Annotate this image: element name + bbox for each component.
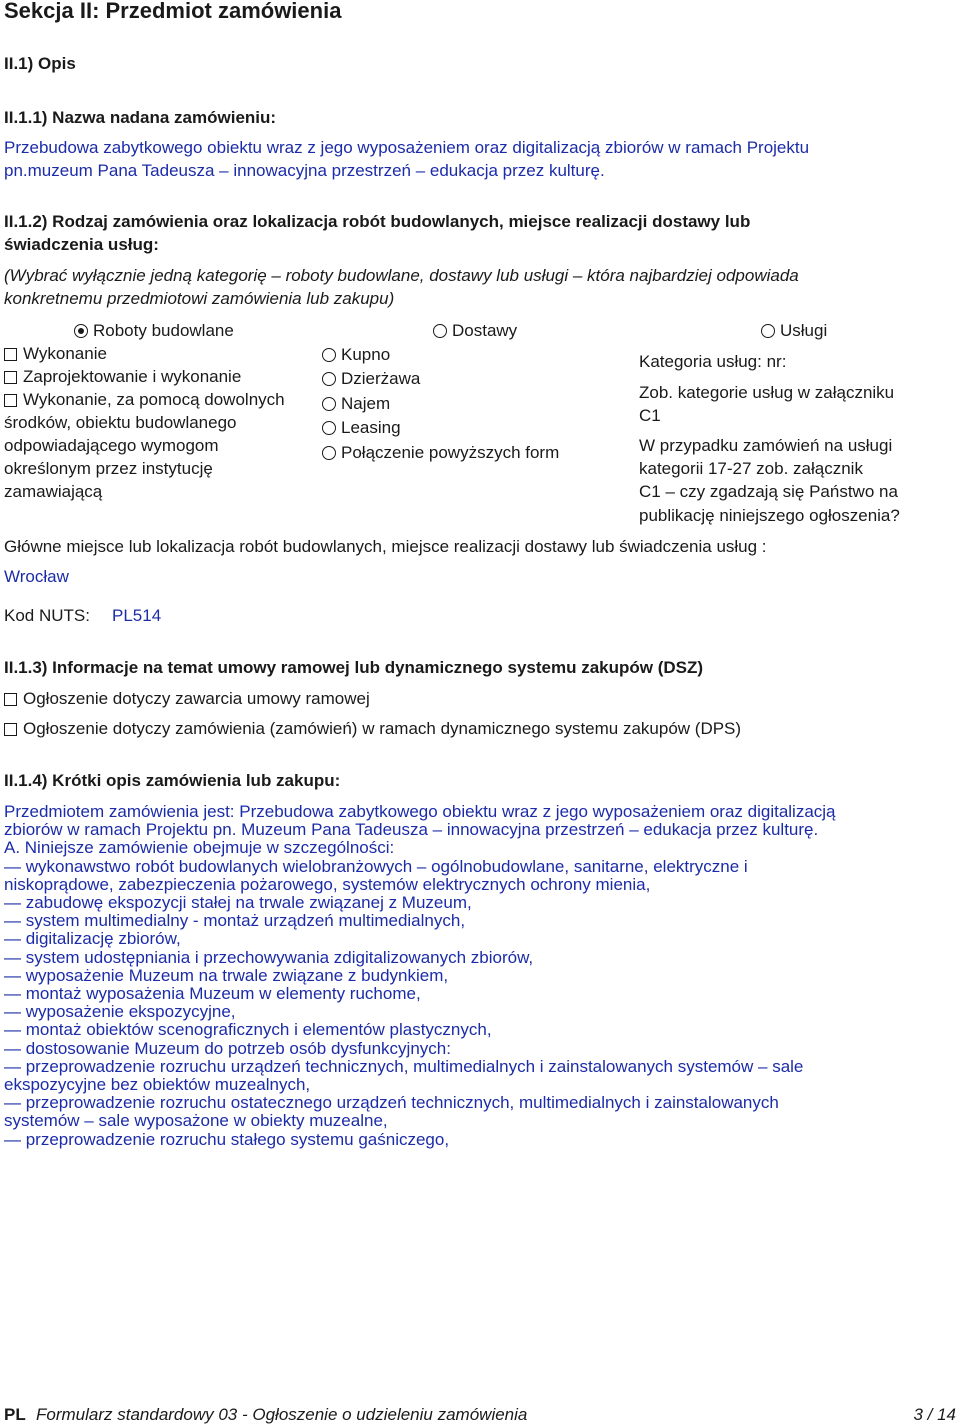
description-line: — system udostępniania i przechowywania zdigitalizowanych zbiorów, [4,947,534,967]
description-line: — przeprowadzenie rozruchu stałego systemu gaśniczego, [4,1129,450,1149]
services-note: Zob. kategorie usług w załączniku [639,383,895,402]
checkbox-icon[interactable] [4,693,17,706]
radio-empty-icon[interactable] [322,348,336,362]
category-note: (Wybrać wyłącznie jedną kategorię – roboty budowlane, dostawy lub usługi – która najbardziej odpowiada [4,266,799,285]
supplies-option-label: Kupno [341,345,391,364]
heading-ii-1-2: świadczenia usług: [4,235,159,254]
framework-option-label: Ogłoszenie dotyczy zawarcia umowy ramowej [23,689,370,708]
description-line: — system multimedialny - montaż urządzeń multimedialnych, [4,911,466,931]
description-line: — dostosowanie Muzeum do potrzeb osób dysfunkcyjnych: [4,1038,451,1058]
nuts-label: Kod NUTS: [4,606,90,625]
supplies-option[interactable] [322,418,401,438]
description-line: — przeprowadzenie rozruchu urządzeń technicznych, multimedialnych i zainstalowanych systemów – sale [4,1056,804,1076]
description-line: ekspozycyjne bez obiektów muzealnych, [4,1075,311,1095]
category-services-label: Usługi [780,321,828,340]
radio-empty-icon[interactable] [322,421,336,435]
footer-page-number: 3 / 14 [913,1405,956,1424]
supplies-option-label: Dzierżawa [341,369,421,388]
checkbox-icon[interactable] [4,371,17,384]
dps-option-label: Ogłoszenie dotyczy zamówienia (zamówień) w ramach dynamicznego systemu zakupów (DPS) [23,719,742,738]
supplies-option[interactable] [322,394,390,414]
works-option-label: Wykonanie, za pomocą dowolnych [23,390,285,409]
radio-empty-icon[interactable] [322,372,336,386]
heading-ii-1-3: II.1.3) Informacje na temat umowy ramowej lub dynamicznego systemu zakupów (DSZ) [4,658,704,677]
supplies-option-label: Połączenie powyższych form [341,443,560,462]
supplies-option[interactable] [322,443,559,463]
checkbox-icon[interactable] [4,394,17,407]
footer-lang: PL [4,1405,26,1424]
works-option-label: Zaprojektowanie i wykonanie [23,367,242,386]
heading-ii-1-1: II.1.1) Nazwa nadana zamówieniu: [4,108,277,127]
description-line: systemów – sale wyposażone w obiekty muzealne, [4,1111,388,1131]
dps-option[interactable] [4,719,741,739]
description-line: Przedmiotem zamówienia jest: Przebudowa zabytkowego obiektu wraz z jego wyposażeniem oraz digitalizacją [4,802,836,821]
description-line: zbiorów w ramach Projektu pn. Muzeum Pana Tadeusza – innowacyjna przestrzeń – edukacja przez kulturę. [4,820,819,840]
description-line: — wyposażenie Muzeum na trwale związane z budynkiem, [4,965,449,985]
location-value: Wrocław [4,567,69,586]
description-line: — montaż wyposażenia Muzeum w elementy ruchome, [4,984,421,1004]
services-note: publikację niniejszego ogłoszenia? [639,506,900,525]
section-title: Sekcja II: Przedmiot zamówienia [4,0,342,23]
supplies-option[interactable] [322,345,390,365]
works-option-label: odpowiadającego wymogom [4,436,219,455]
subsection-opis: II.1) Opis [4,54,76,73]
services-note: kategorii 17-27 zob. załącznik [639,459,863,478]
radio-selected-icon[interactable] [74,324,88,338]
supplies-option-label: Leasing [341,418,401,437]
description-line: A. Niniejsze zamówienie obejmuje w szczególności: [4,838,395,858]
footer-form-name: Formularz standardowy 03 - Ogłoszenie o udzieleniu zamówienia [36,1405,528,1424]
category-services[interactable] [761,321,827,341]
works-option-label: określonym przez instytucję [4,459,213,478]
services-note: W przypadku zamówień na usługi [639,436,893,455]
radio-empty-icon[interactable] [433,324,447,338]
supplies-option[interactable] [322,369,420,389]
category-supplies[interactable] [433,321,517,341]
checkbox-icon[interactable] [4,348,17,361]
supplies-option-label: Najem [341,394,391,413]
category-supplies-label: Dostawy [452,321,518,340]
description-line: — zabudowę ekspozycji stałej na trwale związanej z Muzeum, [4,893,472,913]
category-note: konkretnemu przedmiotowi zamówienia lub zakupu) [4,289,395,308]
category-works-label: Roboty budowlane [93,321,234,340]
services-note: C1 [639,406,661,425]
description-line: — wyposażenie ekspozycyjne, [4,1002,236,1022]
description-line: — wykonawstwo robót budowlanych wielobranżowych – ogólnobudowlane, sanitarne, elektryczne i [4,856,748,876]
works-option-label: Wykonanie [23,344,107,363]
radio-empty-icon[interactable] [322,397,336,411]
nuts-value: PL514 [112,606,162,625]
description-line: — przeprowadzenie rozruchu ostatecznego urządzeń technicznych, multimedialnych i zainstalowanych [4,1093,779,1113]
checkbox-icon[interactable] [4,723,17,736]
location-label: Główne miejsce lub lokalizacja robót budowlanych, miejsce realizacji dostawy lub świadczenia usług : [4,537,767,556]
works-option[interactable] [4,367,241,387]
works-option-label: zamawiającą [4,482,103,501]
radio-empty-icon[interactable] [322,446,336,460]
description-line: niskoprądowe, zabezpieczenia pożarowego, systemów elektrycznych ochrony mienia, [4,874,651,894]
short-description [4,803,954,1149]
services-category-label: Kategoria usług: nr: [639,352,787,371]
description-line: — montaż obiektów scenograficznych i elementów plastycznych, [4,1020,492,1040]
category-works[interactable] [74,321,234,341]
contract-name-line: pn.muzeum Pana Tadeusza – innowacyjna przestrzeń – edukacja przez kulturę. [4,161,605,180]
radio-empty-icon[interactable] [761,324,775,338]
services-note: C1 – czy zgadzają się Państwo na [639,482,898,501]
description-line: — digitalizację zbiorów, [4,929,181,949]
heading-ii-1-4: II.1.4) Krótki opis zamówienia lub zakupu: [4,771,341,790]
works-option[interactable] [4,344,107,364]
works-option-label: środków, obiektu budowlanego [4,413,237,432]
works-option[interactable] [4,390,285,410]
heading-ii-1-2: II.1.2) Rodzaj zamówienia oraz lokalizacja robót budowlanych, miejsce realizacji dostawy lub [4,212,751,231]
contract-name-line: Przebudowa zabytkowego obiektu wraz z jego wyposażeniem oraz digitalizacją zbiorów w ramach Projektu [4,138,810,157]
framework-option[interactable] [4,689,370,709]
